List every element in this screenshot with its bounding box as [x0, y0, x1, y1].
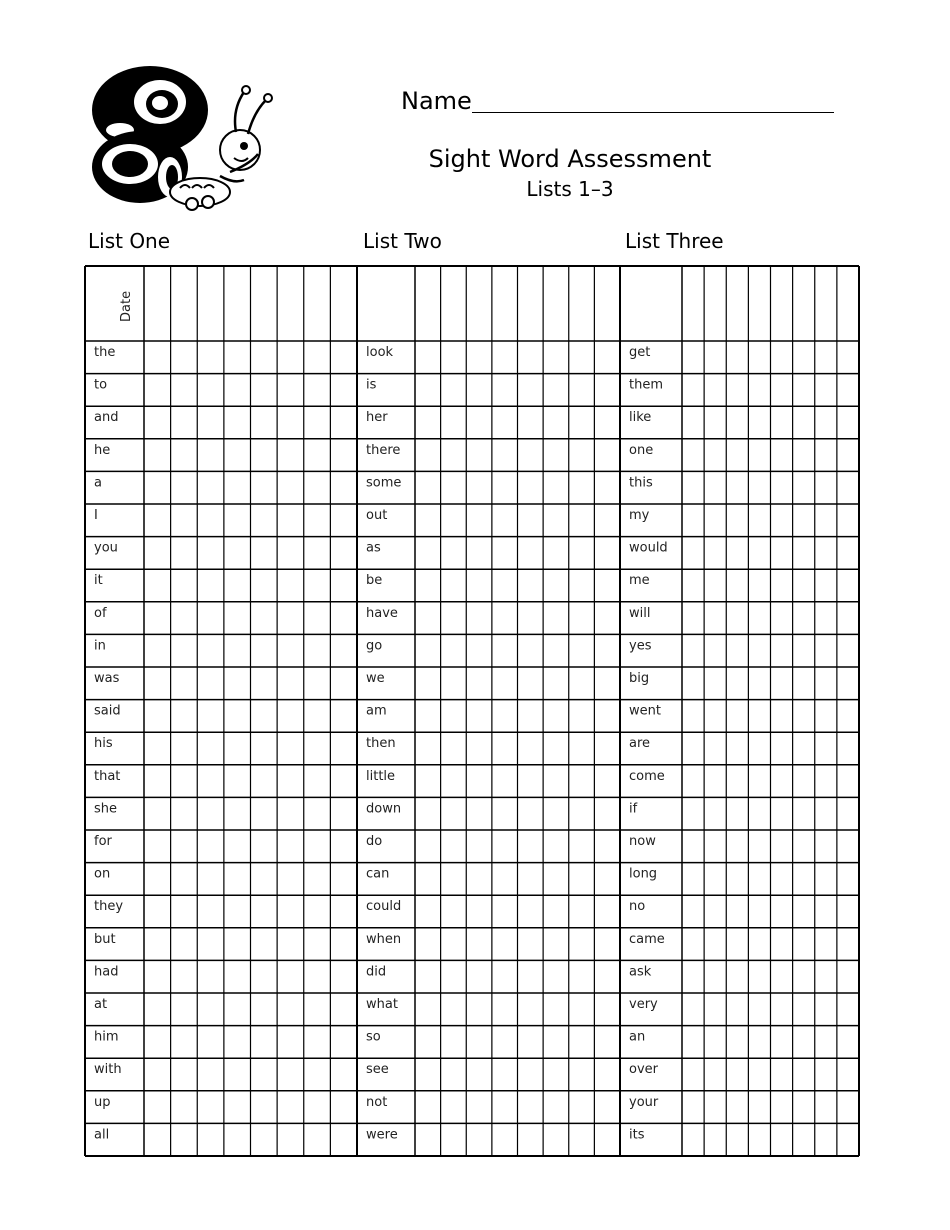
- list-one-heading: List One: [88, 229, 171, 253]
- sight-word: go: [366, 638, 383, 654]
- sight-word: get: [629, 345, 651, 360]
- sight-word: now: [629, 834, 656, 849]
- sight-word: as: [366, 540, 381, 556]
- sight-word: see: [366, 1062, 389, 1078]
- sight-word: she: [94, 801, 118, 817]
- sight-word: but: [94, 931, 116, 947]
- sight-word: were: [366, 1127, 398, 1143]
- sight-word: we: [366, 671, 385, 686]
- sight-word: up: [94, 1094, 111, 1110]
- sight-word: for: [94, 834, 112, 849]
- sight-word: will: [629, 605, 651, 621]
- sight-word: do: [366, 834, 383, 849]
- sight-word: then: [366, 736, 396, 752]
- sight-word: come: [629, 768, 665, 784]
- sight-word: an: [629, 1029, 646, 1045]
- sight-word: there: [366, 442, 401, 458]
- sight-word: at: [94, 997, 108, 1012]
- name-label: Name: [401, 87, 472, 115]
- sight-word: long: [629, 866, 658, 882]
- sight-word: some: [366, 475, 402, 491]
- sight-word: was: [94, 671, 120, 686]
- sight-word: like: [629, 410, 652, 426]
- sight-word: can: [366, 866, 390, 882]
- sight-word: are: [629, 736, 651, 752]
- sight-word: his: [94, 736, 113, 752]
- sight-word: no: [629, 899, 646, 915]
- sight-word: and: [94, 410, 119, 426]
- sight-word: it: [94, 573, 103, 589]
- sight-word: came: [629, 931, 665, 947]
- sight-word: could: [366, 899, 402, 915]
- sight-word: on: [94, 866, 111, 882]
- sight-word: be: [366, 573, 383, 589]
- sight-word: in: [94, 638, 106, 654]
- sight-word: you: [94, 540, 118, 556]
- sight-word: its: [629, 1127, 645, 1143]
- sight-word: if: [629, 801, 638, 817]
- sight-word: that: [94, 768, 121, 784]
- sight-word: with: [94, 1062, 122, 1078]
- sight-word: said: [94, 703, 121, 719]
- sight-word: him: [94, 1029, 119, 1045]
- sight-word: so: [366, 1029, 381, 1045]
- date-label: Date: [119, 290, 134, 322]
- sight-word: went: [629, 703, 661, 719]
- sight-word: her: [366, 410, 388, 426]
- sight-word: when: [366, 931, 402, 947]
- sight-word: big: [629, 671, 650, 686]
- sight-word: me: [629, 573, 650, 589]
- page-subtitle: Lists 1–3: [526, 177, 614, 201]
- sight-word: have: [366, 605, 398, 621]
- sight-word: am: [366, 703, 387, 719]
- sight-word: did: [366, 964, 387, 980]
- sight-word: little: [366, 768, 396, 784]
- sight-word: your: [629, 1094, 659, 1110]
- sight-word: what: [366, 997, 398, 1012]
- sight-word: one: [629, 442, 654, 458]
- sight-word: a: [94, 475, 102, 491]
- sight-word: very: [629, 997, 658, 1012]
- sight-word: of: [94, 605, 107, 621]
- list-two-heading: List Two: [363, 229, 442, 253]
- page-title: Sight Word Assessment: [428, 145, 712, 173]
- sight-word: yes: [629, 638, 652, 654]
- sight-word: down: [366, 801, 402, 817]
- sight-word: all: [94, 1127, 110, 1143]
- sight-word: is: [366, 377, 377, 393]
- sight-word: this: [629, 475, 653, 491]
- list-three-heading: List Three: [625, 229, 724, 253]
- sight-word: would: [629, 540, 668, 556]
- sight-word: to: [94, 377, 108, 393]
- sight-word: the: [94, 345, 116, 360]
- sight-word: look: [366, 345, 394, 360]
- sight-word: my: [629, 508, 650, 523]
- sight-word: them: [629, 377, 663, 393]
- sight-word: they: [94, 899, 124, 915]
- sight-word: had: [94, 964, 119, 980]
- sight-word: he: [94, 442, 111, 458]
- sight-word: ask: [629, 964, 652, 980]
- sight-word: out: [366, 508, 388, 523]
- sight-word: not: [366, 1094, 388, 1110]
- sight-word: over: [629, 1062, 658, 1078]
- sight-word: I: [94, 508, 98, 523]
